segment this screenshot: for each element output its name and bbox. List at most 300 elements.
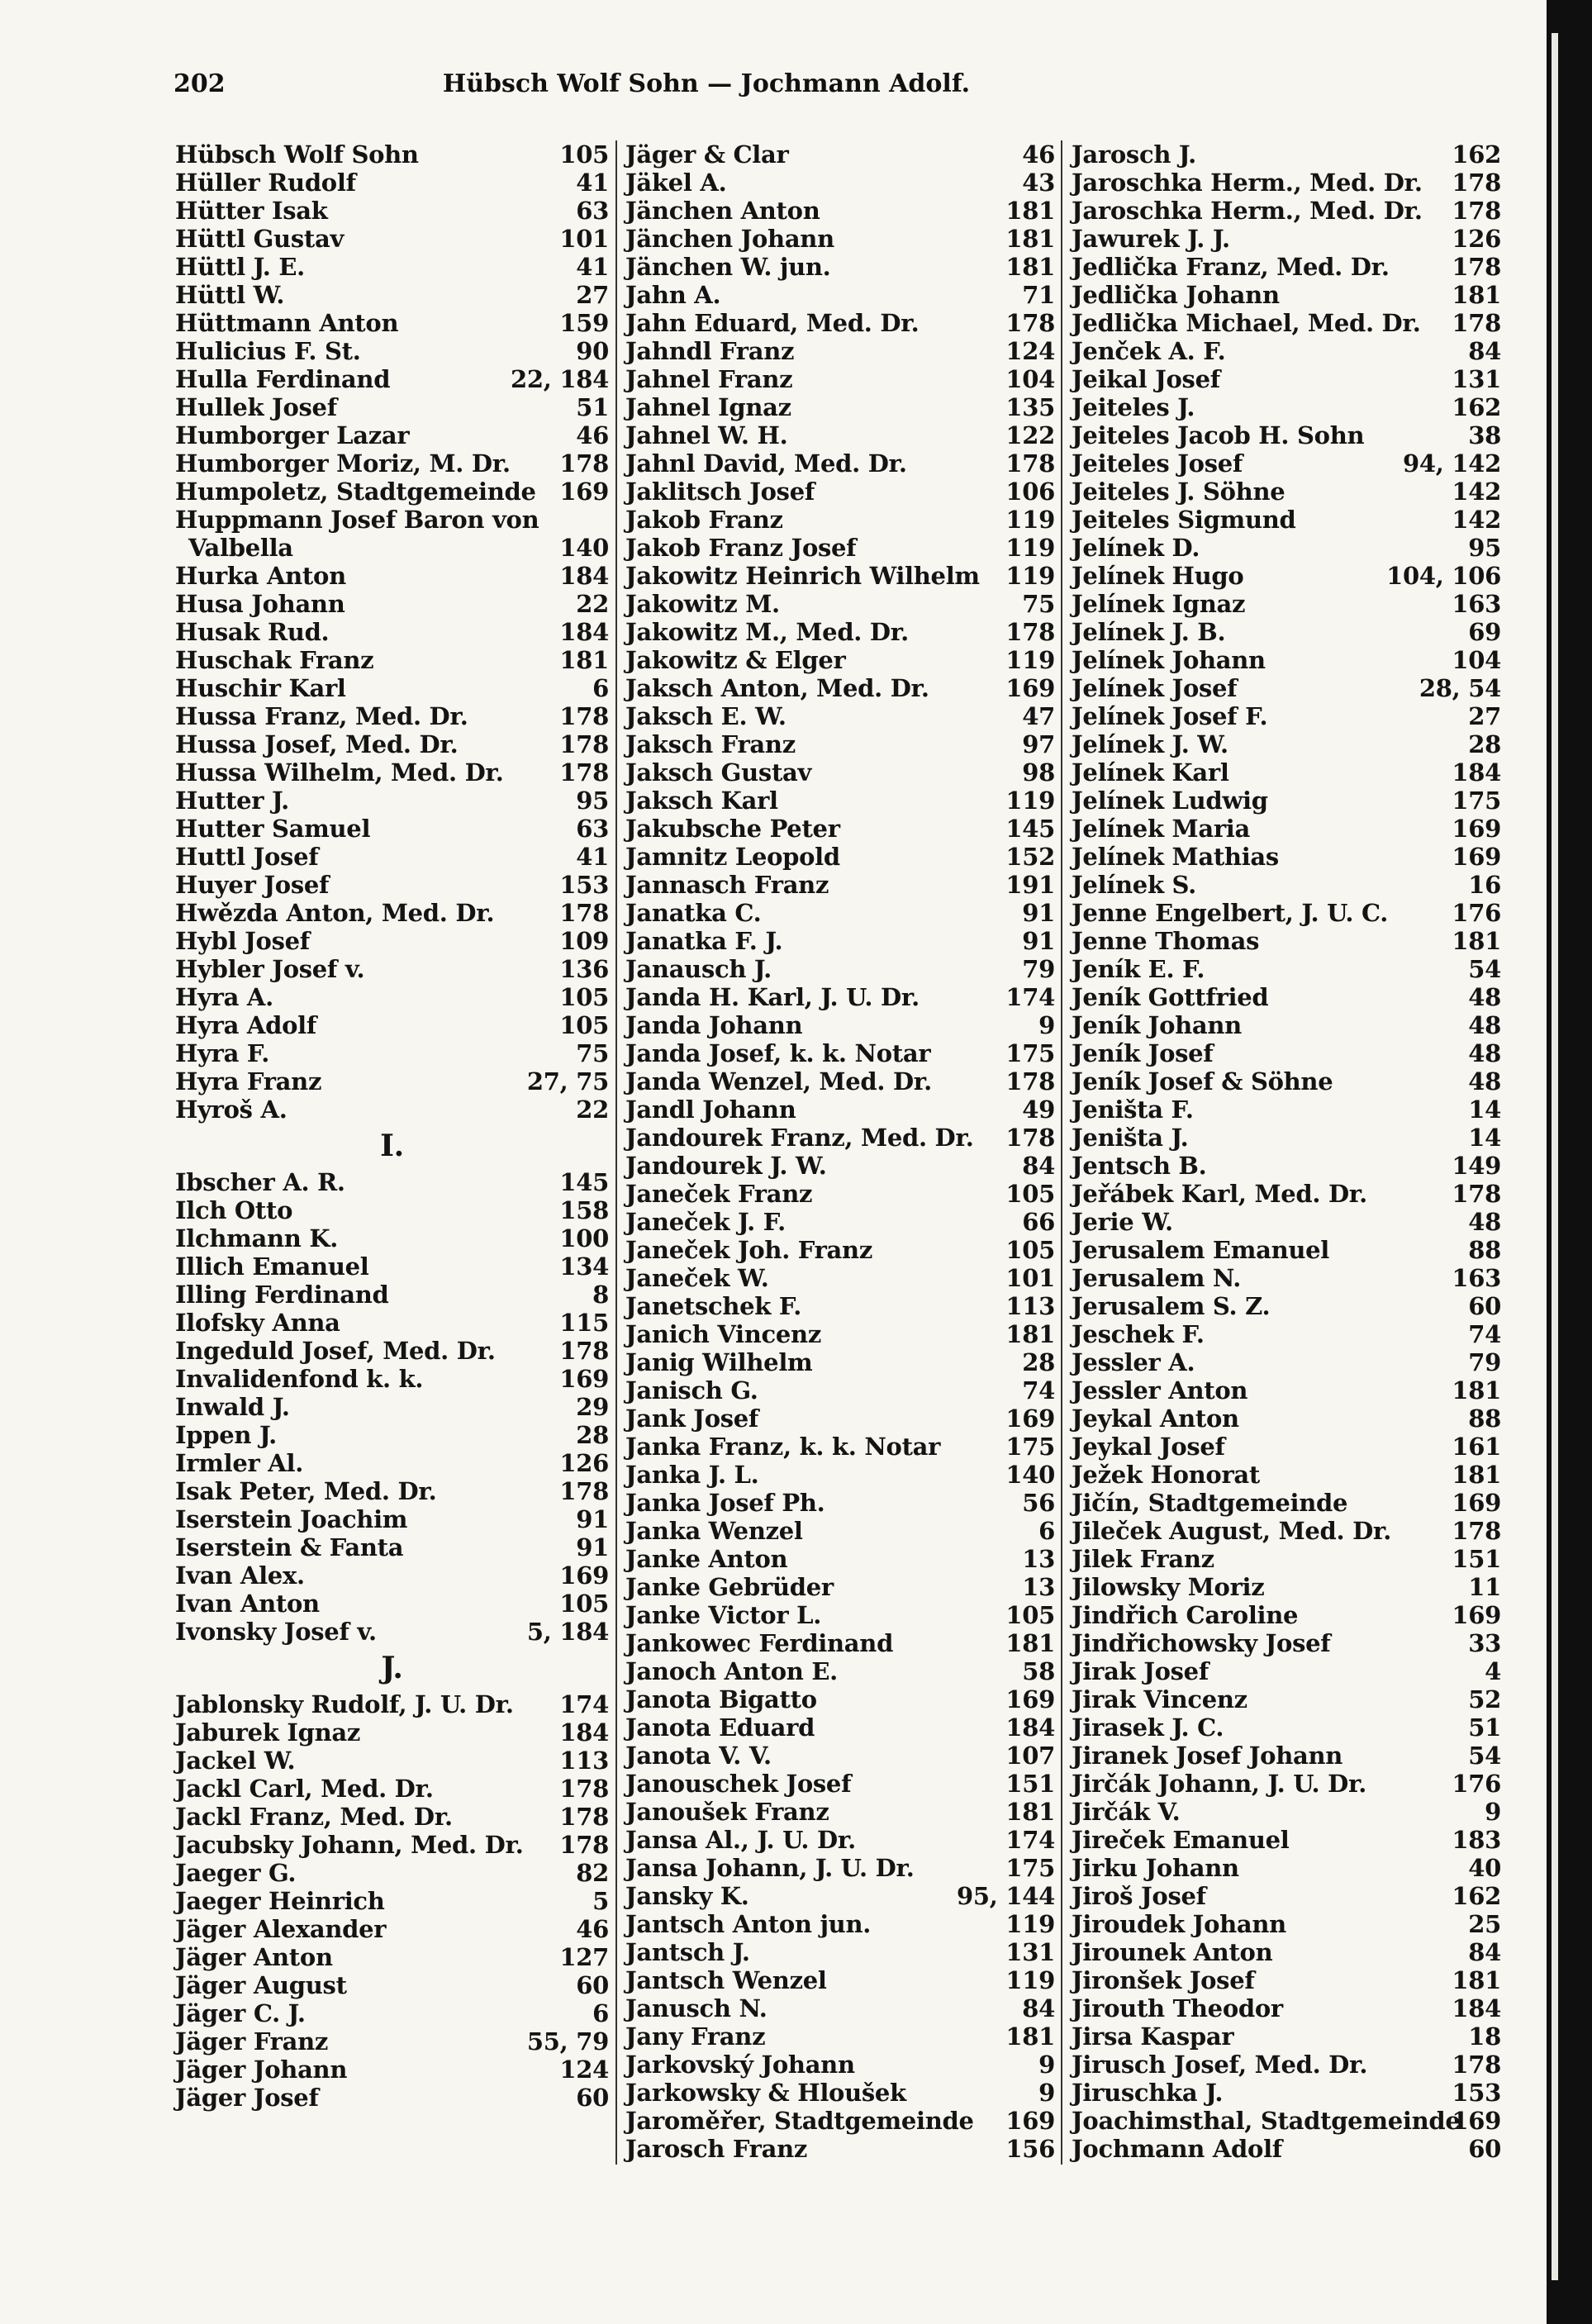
entry-name: Ivan Anton [175, 1590, 320, 1618]
index-entry [175, 1067, 609, 1095]
entry-name: Jantsch J. [625, 1938, 750, 1966]
index-entry [625, 281, 1055, 309]
entry-page-ref: 104 [1005, 365, 1055, 393]
entry-name: Hybler Josef v. [175, 955, 365, 983]
index-entry [175, 562, 609, 590]
entry-name: Jochmann Adolf [1072, 2135, 1282, 2163]
entry-page-ref: 131 [1005, 1938, 1055, 1966]
entry-name: Janka Josef Ph. [625, 1489, 825, 1517]
index-entry [175, 1887, 609, 1915]
index-entry [1072, 2107, 1501, 2135]
entry-name: Hüller Rudolf [175, 169, 356, 197]
index-entry [175, 421, 609, 449]
entry-name: Jaklitsch Josef [625, 478, 815, 506]
entry-name: Janouschek Josef [625, 1770, 852, 1798]
entry-page-ref: 82 [576, 1859, 609, 1887]
index-entry [1072, 1208, 1501, 1236]
index-entry [175, 1039, 609, 1067]
index-entry [1072, 309, 1501, 337]
index-entry [175, 449, 609, 478]
entry-name: Jablonsky Rudolf, J. U. Dr. [175, 1690, 514, 1718]
entry-name: Hyra A. [175, 983, 273, 1011]
index-entry [625, 2107, 1055, 2135]
entry-page-ref: 41 [576, 843, 609, 871]
entry-name: Hyroš A. [175, 1095, 288, 1124]
entry-page-ref: 153 [1452, 2079, 1501, 2107]
entry-page-ref: 152 [1005, 843, 1055, 871]
index-entry [175, 1011, 609, 1039]
index-entry [1072, 1095, 1501, 1124]
entry-page-ref: 6 [592, 1999, 609, 2027]
index-entry [1072, 197, 1501, 225]
entry-page-ref: 126 [559, 1449, 609, 1477]
entry-name: Ippen J. [175, 1421, 277, 1449]
entry-name: Jamnitz Leopold [625, 843, 840, 871]
entry-name: Janda Johann [625, 1011, 803, 1039]
entry-name: Huttl Josef [175, 843, 319, 871]
index-entry [625, 843, 1055, 871]
entry-name: Jäger August [175, 1971, 347, 1999]
entry-name: Hulicius F. St. [175, 337, 361, 365]
index-entry [1072, 1124, 1501, 1152]
entry-name: Jiranek Josef Johann [1072, 1742, 1343, 1770]
section-letter: I. [380, 1129, 404, 1163]
entry-name: Husak Rud. [175, 618, 330, 646]
entry-name: Janeček J. F. [625, 1208, 786, 1236]
entry-name: Jelínek Mathias [1072, 843, 1279, 871]
index-entry [625, 1264, 1055, 1292]
index-entry [175, 2027, 609, 2055]
entry-name: Janda Josef, k. k. Notar [625, 1039, 931, 1067]
index-entry [625, 1685, 1055, 1713]
entry-name: Janusch N. [625, 1994, 767, 2022]
entry-page-ref: 41 [576, 253, 609, 281]
index-entry [625, 478, 1055, 506]
index-entry [1072, 1320, 1501, 1348]
index-entry [175, 1449, 609, 1477]
entry-page-ref: 29 [576, 1393, 609, 1421]
entry-name: Janig Wilhelm [625, 1348, 813, 1376]
entry-name: Jenne Engelbert, J. U. C. [1072, 899, 1389, 927]
entry-name: Jelínek Hugo [1072, 562, 1244, 590]
entry-page-ref: 107 [1005, 1742, 1055, 1770]
index-entry [175, 506, 609, 534]
entry-name: Jeník Josef & Söhne [1072, 1067, 1333, 1095]
entry-page-ref: 28 [576, 1421, 609, 1449]
index-entry [1072, 393, 1501, 421]
entry-name: Jäger & Clar [625, 140, 789, 169]
entry-page-ref: 74 [1022, 1376, 1055, 1404]
index-entry [1072, 674, 1501, 702]
index-entry [625, 1770, 1055, 1798]
entry-name: Jaksch Anton, Med. Dr. [625, 674, 929, 702]
entry-name: Hussa Wilhelm, Med. Dr. [175, 758, 504, 787]
entry-name: Jahnel Ignaz [625, 393, 791, 421]
entry-name: Jansky K. [625, 1882, 749, 1910]
entry-name: Jäger Franz [175, 2027, 329, 2055]
entry-page-ref: 105 [559, 1590, 609, 1618]
page-title: Hübsch Wolf Sohn — Jochmann Adolf. [442, 69, 971, 98]
entry-name: Jahnl David, Med. Dr. [625, 449, 907, 478]
entry-name: Hyra F. [175, 1039, 270, 1067]
index-entry [1072, 590, 1501, 618]
entry-page-ref: 105 [559, 140, 609, 169]
index-entry [625, 758, 1055, 787]
entry-page-ref: 178 [1452, 1517, 1501, 1545]
entry-page-ref: 178 [559, 899, 609, 927]
entry-page-ref: 9 [1038, 2051, 1055, 2079]
index-entry [1072, 1236, 1501, 1264]
entry-name: Jirak Vincenz [1072, 1685, 1247, 1713]
entry-page-ref: 181 [1452, 1966, 1501, 1994]
index-entry [175, 646, 609, 674]
index-entry [175, 1803, 609, 1831]
entry-page-ref: 176 [1452, 899, 1501, 927]
entry-page-ref: 51 [1468, 1713, 1501, 1742]
entry-name: Hyra Adolf [175, 1011, 317, 1039]
entry-name: Jentsch B. [1072, 1152, 1207, 1180]
entry-name: Janota Bigatto [625, 1685, 817, 1713]
entry-page-ref: 124 [1005, 337, 1055, 365]
entry-page-ref: 60 [576, 1971, 609, 1999]
index-entry [625, 393, 1055, 421]
entry-page-ref: 176 [1452, 1770, 1501, 1798]
entry-page-ref: 51 [576, 393, 609, 421]
entry-name: Jaburek Ignaz [175, 1718, 361, 1747]
entry-name: Iserstein Joachim [175, 1505, 408, 1533]
entry-page-ref: 52 [1468, 1685, 1501, 1713]
index-entry [625, 618, 1055, 646]
entry-page-ref: 16 [1468, 871, 1501, 899]
index-entry [1072, 1742, 1501, 1770]
entry-page-ref: 181 [1005, 1629, 1055, 1657]
entry-page-ref: 13 [1022, 1545, 1055, 1573]
entry-name: Ingeduld Josef, Med. Dr. [175, 1337, 496, 1365]
entry-page-ref: 27 [576, 281, 609, 309]
entry-page-ref: 158 [559, 1196, 609, 1224]
entry-page-ref: 119 [1005, 562, 1055, 590]
entry-page-ref: 178 [1005, 449, 1055, 478]
entry-name: Janke Anton [625, 1545, 788, 1573]
entry-page-ref: 178 [1452, 169, 1501, 197]
entry-name: Ivan Alex. [175, 1561, 305, 1590]
entry-page-ref: 169 [1452, 1601, 1501, 1629]
entry-name: Huschir Karl [175, 674, 346, 702]
index-entry [625, 1348, 1055, 1376]
index-entry [1072, 140, 1501, 169]
entry-name: Hurka Anton [175, 562, 346, 590]
index-entry [1072, 1826, 1501, 1854]
entry-name: Jelínek Karl [1072, 758, 1229, 787]
page-header [173, 69, 1528, 102]
index-entry [625, 1461, 1055, 1489]
index-entry [625, 225, 1055, 253]
entry-page-ref: 162 [1452, 1882, 1501, 1910]
index-entry [625, 1742, 1055, 1770]
entry-name: Janota Eduard [625, 1713, 815, 1742]
entry-page-ref: 184 [1005, 1713, 1055, 1742]
index-entry [175, 1095, 609, 1124]
entry-name: Iserstein & Fanta [175, 1533, 404, 1561]
entry-page-ref: 6 [592, 674, 609, 702]
index-entry [625, 1601, 1055, 1629]
entry-page-ref: 105 [1005, 1180, 1055, 1208]
entry-name: Jirsa Kaspar [1072, 2022, 1234, 2051]
entry-page-ref: 60 [1468, 2135, 1501, 2163]
entry-page-ref: 95 [576, 787, 609, 815]
index-entry [1072, 1011, 1501, 1039]
entry-name: Jackel W. [175, 1747, 296, 1775]
index-entry [1072, 1264, 1501, 1292]
index-entry [625, 1208, 1055, 1236]
entry-page-ref: 91 [1022, 899, 1055, 927]
entry-page-ref: 178 [1452, 309, 1501, 337]
entry-name: Ilchmann K. [175, 1224, 339, 1252]
entry-page-ref: 163 [1452, 590, 1501, 618]
entry-page-ref: 178 [559, 758, 609, 787]
entry-name: Jelínek Ludwig [1072, 787, 1268, 815]
entry-name: Jakowitz & Elger [625, 646, 846, 674]
entry-page-ref: 178 [1005, 1124, 1055, 1152]
entry-name: Hüttl J. E. [175, 253, 305, 281]
entry-page-ref: 95, 144 [957, 1882, 1055, 1910]
index-entry [1072, 1966, 1501, 1994]
entry-page-ref: 184 [559, 618, 609, 646]
index-entry [175, 2084, 609, 2112]
column-divider [615, 140, 617, 2165]
entry-page-ref: 178 [1005, 309, 1055, 337]
index-entry [625, 1573, 1055, 1601]
entry-page-ref: 169 [1452, 1489, 1501, 1517]
index-entry [625, 1124, 1055, 1152]
entry-page-ref: 156 [1005, 2135, 1055, 2163]
entry-page-ref: 60 [1468, 1292, 1501, 1320]
index-entry [625, 1545, 1055, 1573]
index-entry [1072, 1348, 1501, 1376]
entry-name: Ilch Otto [175, 1196, 293, 1224]
index-entry [625, 1629, 1055, 1657]
index-entry [1072, 337, 1501, 365]
entry-page-ref: 84 [1468, 337, 1501, 365]
entry-page-ref: 169 [1452, 843, 1501, 871]
index-entry [1072, 1067, 1501, 1095]
entry-page-ref: 140 [1005, 1461, 1055, 1489]
entry-name: Jahnel W. H. [625, 421, 788, 449]
entry-name: Jeiteles Josef [1072, 449, 1243, 478]
entry-name: Jirusch Josef, Med. Dr. [1072, 2051, 1368, 2079]
index-entry [1072, 1489, 1501, 1517]
entry-name: Jelínek Johann [1072, 646, 1266, 674]
entry-page-ref: 145 [559, 1168, 609, 1196]
entry-name: Jirak Josef [1072, 1657, 1209, 1685]
index-entry [1072, 815, 1501, 843]
entry-name: Jaksch Gustav [625, 758, 812, 787]
entry-name: Jeništa J. [1072, 1124, 1189, 1152]
entry-page-ref: 181 [559, 646, 609, 674]
entry-name: Janoušek Franz [625, 1798, 829, 1826]
index-entry [625, 506, 1055, 534]
entry-name: Janka Franz, k. k. Notar [625, 1433, 941, 1461]
entry-page-ref: 5 [592, 1887, 609, 1915]
entry-page-ref: 9 [1038, 1011, 1055, 1039]
index-entry [625, 1826, 1055, 1854]
entry-page-ref: 84 [1468, 1938, 1501, 1966]
entry-page-ref: 169 [1005, 2107, 1055, 2135]
entry-name: Jakob Franz Josef [625, 534, 857, 562]
index-entry [175, 1590, 609, 1618]
entry-name: Jileček August, Med. Dr. [1072, 1517, 1392, 1545]
entry-name: Jirounek Anton [1072, 1938, 1273, 1966]
entry-page-ref: 153 [559, 871, 609, 899]
entry-page-ref: 181 [1452, 1376, 1501, 1404]
entry-page-ref: 48 [1468, 1067, 1501, 1095]
entry-page-ref: 9 [1038, 2079, 1055, 2107]
entry-page-ref: 33 [1468, 1629, 1501, 1657]
index-entry [175, 730, 609, 758]
index-entry [1072, 1882, 1501, 1910]
entry-name: Ilofsky Anna [175, 1309, 340, 1337]
entry-name: Jilowsky Moriz [1072, 1573, 1265, 1601]
index-entry [625, 1067, 1055, 1095]
entry-page-ref: 134 [559, 1252, 609, 1281]
entry-page-ref: 181 [1005, 253, 1055, 281]
entry-page-ref: 38 [1468, 421, 1501, 449]
index-entry [625, 1236, 1055, 1264]
entry-page-ref: 178 [559, 1337, 609, 1365]
entry-name: Jakowitz Heinrich Wilhelm [625, 562, 980, 590]
entry-name: Jänchen Anton [625, 197, 820, 225]
entry-name: Hyra Franz [175, 1067, 322, 1095]
index-entry [1072, 1910, 1501, 1938]
entry-name: Janda Wenzel, Med. Dr. [625, 1067, 932, 1095]
entry-page-ref: 142 [1452, 506, 1501, 534]
entry-page-ref: 101 [559, 225, 609, 253]
entry-name: Jaroměřer, Stadtgemeinde [625, 2107, 974, 2135]
entry-name: Illich Emanuel [175, 1252, 369, 1281]
index-entry [1072, 1657, 1501, 1685]
entry-name: Hübsch Wolf Sohn [175, 140, 419, 169]
entry-name: Jannasch Franz [625, 871, 829, 899]
entry-page-ref: 95 [1468, 534, 1501, 562]
entry-page-ref: 174 [559, 1690, 609, 1718]
entry-page-ref: 71 [1022, 281, 1055, 309]
scan-border [1547, 0, 1592, 2324]
index-entry [625, 646, 1055, 674]
entry-page-ref: 25 [1468, 1910, 1501, 1938]
entry-name: Jahndl Franz [625, 337, 795, 365]
entry-name: Jandl Johann [625, 1095, 796, 1124]
index-entry [625, 1994, 1055, 2022]
entry-page-ref: 88 [1468, 1236, 1501, 1264]
entry-page-ref: 28 [1022, 1348, 1055, 1376]
entry-name: Hwězda Anton, Med. Dr. [175, 899, 495, 927]
index-entry [625, 197, 1055, 225]
entry-name: Jeiteles Jacob H. Sohn [1072, 421, 1365, 449]
entry-name: Jany Franz [625, 2022, 766, 2051]
entry-name: Jeník Josef [1072, 1039, 1214, 1067]
index-entry [175, 1533, 609, 1561]
index-entry [1072, 169, 1501, 197]
entry-page-ref: 126 [1452, 225, 1501, 253]
index-entry [1072, 983, 1501, 1011]
index-entry [1072, 843, 1501, 871]
entry-name: Jantsch Wenzel [625, 1966, 827, 1994]
index-entry [175, 365, 609, 393]
entry-page-ref: 9 [1485, 1798, 1501, 1826]
index-entry [1072, 1404, 1501, 1433]
entry-page-ref: 49 [1022, 1095, 1055, 1124]
index-entry [1072, 1545, 1501, 1573]
entry-name: Jaksch Karl [625, 787, 778, 815]
entry-name: Valbella [188, 534, 293, 562]
entry-name: Jänchen Johann [625, 225, 834, 253]
index-entry [1072, 1798, 1501, 1826]
entry-name: Jeník Johann [1072, 1011, 1242, 1039]
index-entry [175, 899, 609, 927]
index-entry [1072, 1938, 1501, 1966]
entry-name: Janetschek F. [625, 1292, 802, 1320]
entry-page-ref: 169 [1452, 2107, 1501, 2135]
entry-name: Jelínek Ignaz [1072, 590, 1246, 618]
index-entry [175, 618, 609, 646]
entry-page-ref: 94, 142 [1403, 449, 1501, 478]
entry-name: Hutter J. [175, 787, 289, 815]
entry-name: Jiruschka J. [1072, 2079, 1224, 2107]
entry-name: Jarkovský Johann [625, 2051, 855, 2079]
entry-name: Hybl Josef [175, 927, 310, 955]
index-entry [175, 1196, 609, 1224]
index-entry [1072, 2022, 1501, 2051]
entry-page-ref: 56 [1022, 1489, 1055, 1517]
entry-name: Jedlička Franz, Med. Dr. [1072, 253, 1390, 281]
entry-page-ref: 98 [1022, 758, 1055, 787]
entry-name: Jerusalem Emanuel [1072, 1236, 1330, 1264]
entry-name: Jičín, Stadtgemeinde [1072, 1489, 1348, 1517]
index-entry [175, 1943, 609, 1971]
entry-name: Huschak Franz [175, 646, 374, 674]
entry-page-ref: 178 [1452, 197, 1501, 225]
entry-page-ref: 178 [559, 702, 609, 730]
entry-page-ref: 145 [1005, 815, 1055, 843]
index-entry [175, 197, 609, 225]
index-entry [625, 1910, 1055, 1938]
index-entry [175, 955, 609, 983]
entry-page-ref: 178 [1452, 1180, 1501, 1208]
entry-name: Hüttl Gustav [175, 225, 345, 253]
entry-name: Jäger C. J. [175, 1999, 306, 2027]
entry-name: Janke Victor L. [625, 1601, 822, 1629]
index-entry [175, 393, 609, 421]
index-entry [1072, 1994, 1501, 2022]
entry-name: Hütter Isak [175, 197, 328, 225]
entry-page-ref: 63 [576, 197, 609, 225]
entry-page-ref: 142 [1452, 478, 1501, 506]
entry-page-ref: 47 [1022, 702, 1055, 730]
entry-name: Janausch J. [625, 955, 772, 983]
index-entry [625, 983, 1055, 1011]
index-entry [625, 955, 1055, 983]
index-entry [175, 1718, 609, 1747]
entry-page-ref: 184 [1452, 1994, 1501, 2022]
index-entry [175, 1224, 609, 1252]
index-entry [625, 1517, 1055, 1545]
entry-name: Jeykal Anton [1072, 1404, 1239, 1433]
entry-page-ref: 6 [1038, 1517, 1055, 1545]
entry-page-ref: 91 [576, 1533, 609, 1561]
entry-page-ref: 84 [1022, 1994, 1055, 2022]
entry-page-ref: 79 [1468, 1348, 1501, 1376]
entry-name: Jedlička Johann [1072, 281, 1280, 309]
